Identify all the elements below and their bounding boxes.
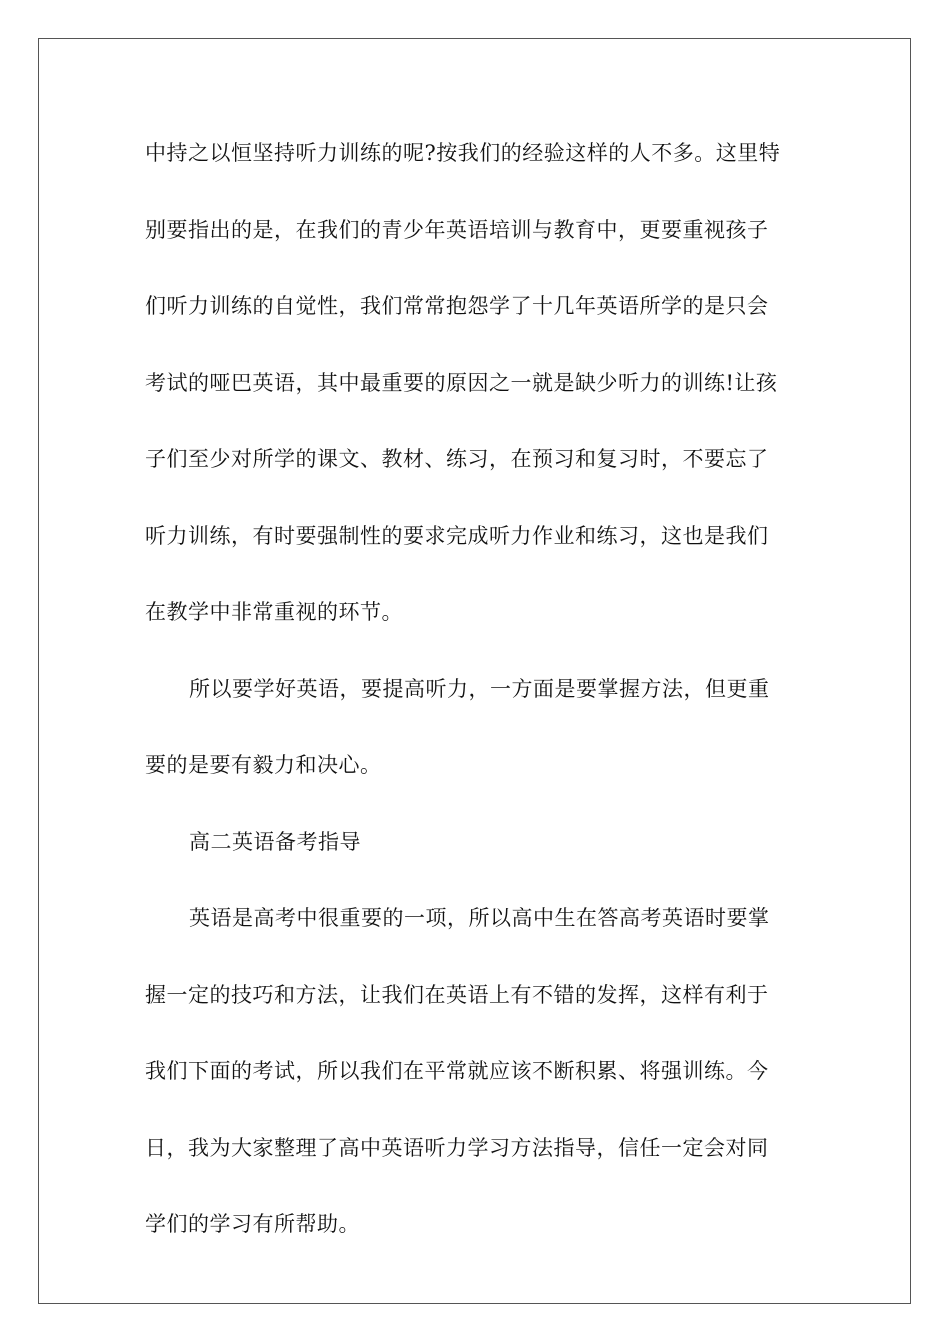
text-line: 听力训练，有时要强制性的要求完成听力作业和练习，这也是我们 xyxy=(145,523,769,548)
paragraph-start-line: 英语是高考中很重要的一项，所以高中生在答高考英语时要掌 xyxy=(189,906,770,930)
section-heading: 高二英语备考指导 xyxy=(189,829,361,854)
text-line: 们听力训练的自觉性，我们常常抱怨学了十几年英语所学的是只会 xyxy=(145,294,769,318)
text-line: 在教学中非常重视的环节。 xyxy=(145,600,403,624)
text-line: 学们的学习有所帮助。 xyxy=(145,1212,360,1236)
text-line: 中持之以恒坚持听力训练的呢?按我们的经验这样的人不多。这里特 xyxy=(145,141,781,165)
page-frame xyxy=(38,38,911,1304)
text-line: 别要指出的是，在我们的青少年英语培训与教育中，更要重视孩子 xyxy=(145,217,769,242)
text-line: 握一定的技巧和方法，让我们在英语上有不错的发挥，这样有利于 xyxy=(145,982,769,1007)
text-line: 我们下面的考试，所以我们在平常就应该不断积累、将强训练。今 xyxy=(145,1059,769,1083)
document-body xyxy=(145,136,810,1284)
text-line: 子们至少对所学的课文、教材、练习，在预习和复习时，不要忘了 xyxy=(145,447,769,471)
text-line: 考试的哑巴英语，其中最重要的原因之一就是缺少听力的训练!让孩 xyxy=(145,370,778,395)
text-line: 日，我为大家整理了高中英语听力学习方法指导，信任一定会对同 xyxy=(145,1135,769,1160)
text-line: 要的是要有毅力和决心。 xyxy=(145,753,382,777)
paragraph-start-line: 所以要学好英语，要提高听力，一方面是要掌握方法，但更重 xyxy=(189,676,770,701)
